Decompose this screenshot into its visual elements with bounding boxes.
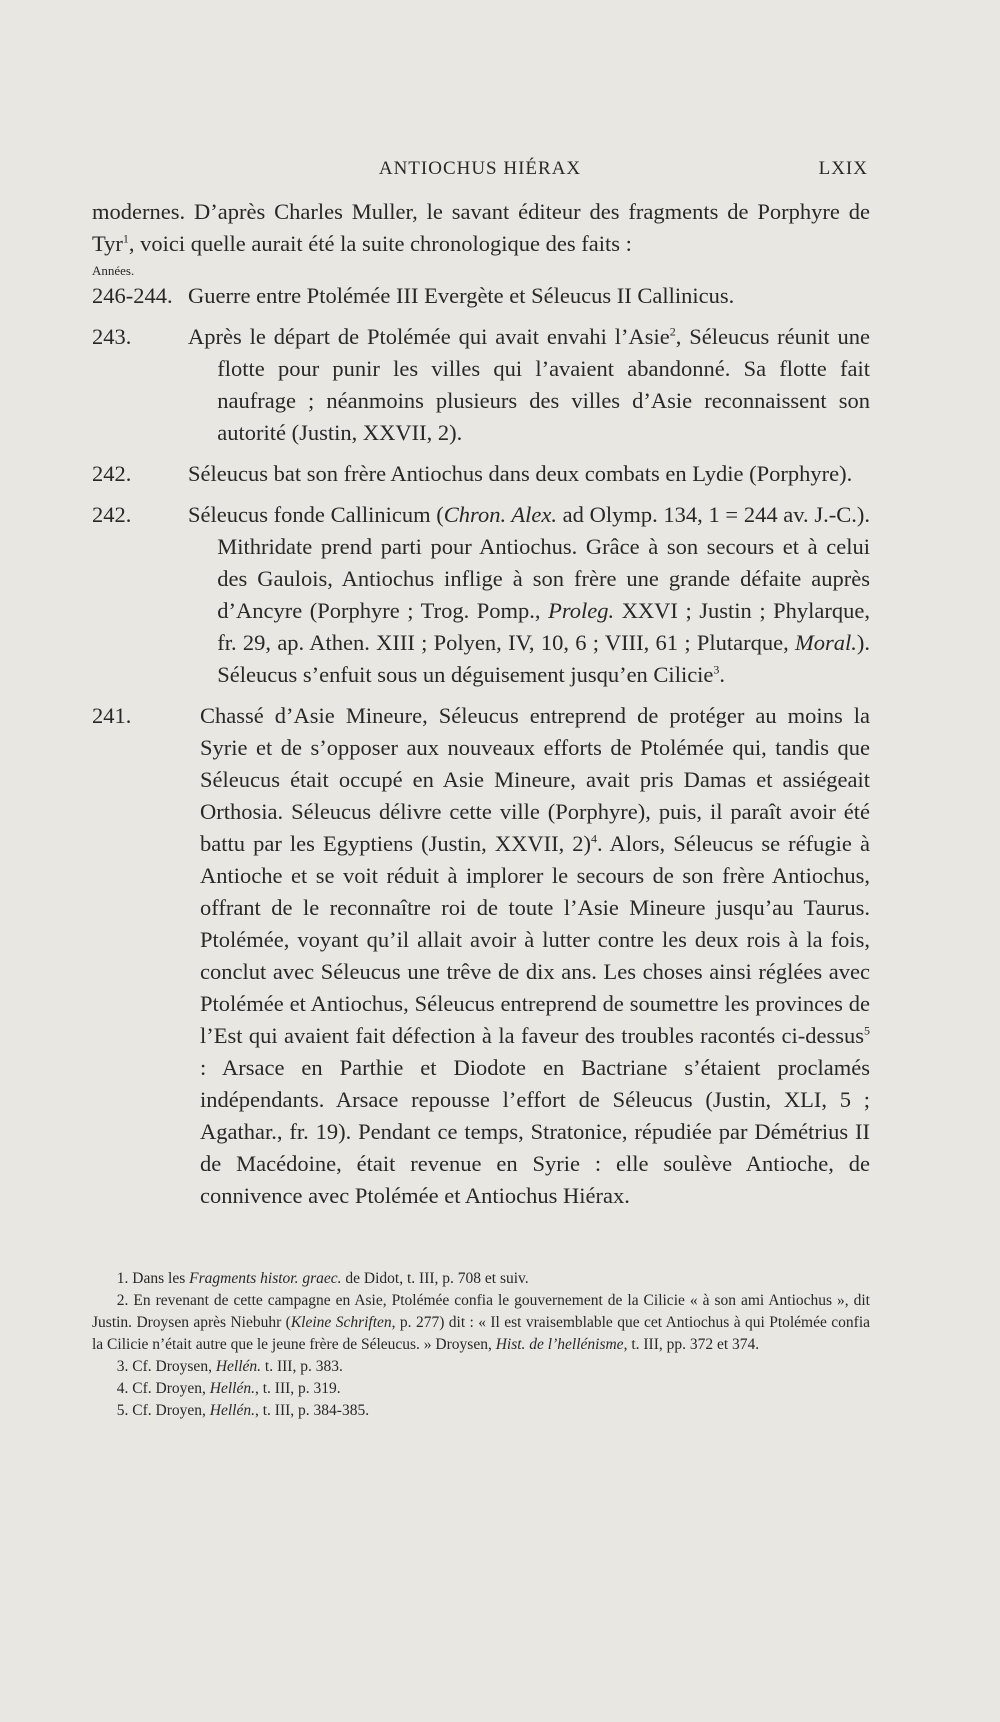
running-title: ANTIOCHUS HIÉRAX (378, 158, 582, 179)
entry-text: Après le départ de Ptolémée qui avait envahi l’Asie$^2$, Séleucus réunit une flotte pour punir les villes qui l’avaient abandonné. Sa flotte fait naufrage ; néanmoins plusieurs des villes d’Asie reconnaissent son autorité (Justin, XXVII, 2). (188, 324, 871, 445)
entry-year: 243. (92, 324, 132, 349)
entry-text: Séleucus fonde Callinicum (Chron. Alex. ad Olymp. 134, 1 = 244 av. J.-C.). Mithridate prend parti pour Antiochus. Grâce à son secours et à celui des Gaulois, Antiochus inflige à son frère une grande défaite auprès d’Ancyre (Porphyre ; Trog. Pomp., Proleg. XXVI ; Justin ; Phylarque, fr. 29, ap. Athen. XIII ; Polyen, IV, 10, 6 ; VIII, 61 ; Plutarque, Moral.). Séleucus s’enfuit sous un déguisement jusqu’en Cilicie$^3$. (188, 502, 870, 687)
page-number: LXIX (818, 158, 868, 179)
lead-text: modernes. D’après Charles Muller, le savant éditeur des fragments de Porphyre de Tyr (92, 199, 870, 256)
entry-year: 241. (92, 703, 132, 728)
lead-paragraph (92, 196, 870, 260)
chronology-entry (92, 499, 870, 691)
footnotes (92, 1268, 870, 1422)
entry-text: Guerre entre Ptolémée III Evergète et Séleucus II Callinicus. (188, 283, 735, 308)
chronology-entry (92, 700, 870, 1212)
footnote-ref: 3 (713, 662, 720, 677)
chronology-entry (92, 321, 870, 449)
footnote-ref: 5 (864, 1023, 870, 1038)
entry-year: 242. (92, 461, 132, 486)
years-column-label: Années. (92, 263, 135, 278)
footnote-ref: 4 (591, 831, 598, 846)
footnote: 5. Cf. Droyen, Hellén., t. III, p. 384-385. (116, 1402, 370, 1419)
entry-year: 246-244. (92, 283, 173, 308)
entry-text: Séleucus bat son frère Antiochus dans deux combats en Lydie (Porphyre). (188, 461, 853, 486)
footnote: 3. Cf. Droysen, Hellén. t. III, p. 383. (116, 1358, 343, 1375)
footnote: 1. Dans les Fragments histor. graec. de Didot, t. III, p. 708 et suiv. (116, 1270, 529, 1287)
main-text (92, 196, 870, 1212)
footnote: 4. Cf. Droyen, Hellén., t. III, p. 319. (116, 1380, 341, 1397)
entry-text: Chassé d’Asie Mineure, Séleucus entreprend de protéger au moins la Syrie et de s’opposer aux nouveaux efforts de Ptolémée qui, tandis que Séleucus était occupé en Asie Mineure, avait pris Damas et assiégeait Orthosia. Séleucus délivre cette ville (Porphyre), puis, il paraît avoir été battu par les Egyptiens (Justin, XXVII, 2)$^4$. Alors, Séleucus se réfugie à Antioche et se voit réduit à implorer le secours de son frère Antiochus, offrant de le reconnaître roi de toute l’Asie Mineure jusqu’au Taurus. Ptolémée, voyant qu’il allait avoir à lutter contre les deux rois à la fois, conclut avec Séleucus une trêve de dix ans. Les choses ainsi réglées avec Ptolémée et Antiochus, Séleucus entreprend de soumettre les provinces de l’Est qui avaient fait défection à la faveur des troubles racontés ci-dessus$^5$ : Arsace en Parthie et Diodote en Bactriane s’étaient proclamés indépendants. Arsace repousse l’effort de Séleucus (Justin, XLI, 5 ; Agathar., fr. 19). Pendant ce temps, Stratonice, répudiée par Démétrius II de Macédoine, était revenue en Syrie : elle soulève Antioche, de connivence avec Ptolémée et Antiochus Hiérax. (200, 703, 870, 1208)
chronology-entry (92, 280, 870, 312)
footnote: 2. En revenant de cette campagne en Asie, Ptolémée confia le gouvernement de la Cilicie « à son ami Antiochus », dit Justin. Droysen après Niebuhr (Kleine Schriften, p. 277) dit : « Il est vraisemblable que cet Antiochus à qui Ptolémée confia la Cilicie n’était autre que le jeune frère de Séleucus. » Droysen, Hist. de l’hellénisme, t. III, pp. 372 et 374. (92, 1292, 870, 1353)
chronology-entry (92, 458, 870, 490)
entry-year: 242. (92, 502, 132, 527)
footnote-ref: 2 (669, 324, 676, 339)
footnote-ref: 1 (122, 231, 129, 246)
lead-text: , voici quelle aurait été la suite chronologique des faits : (128, 231, 632, 256)
